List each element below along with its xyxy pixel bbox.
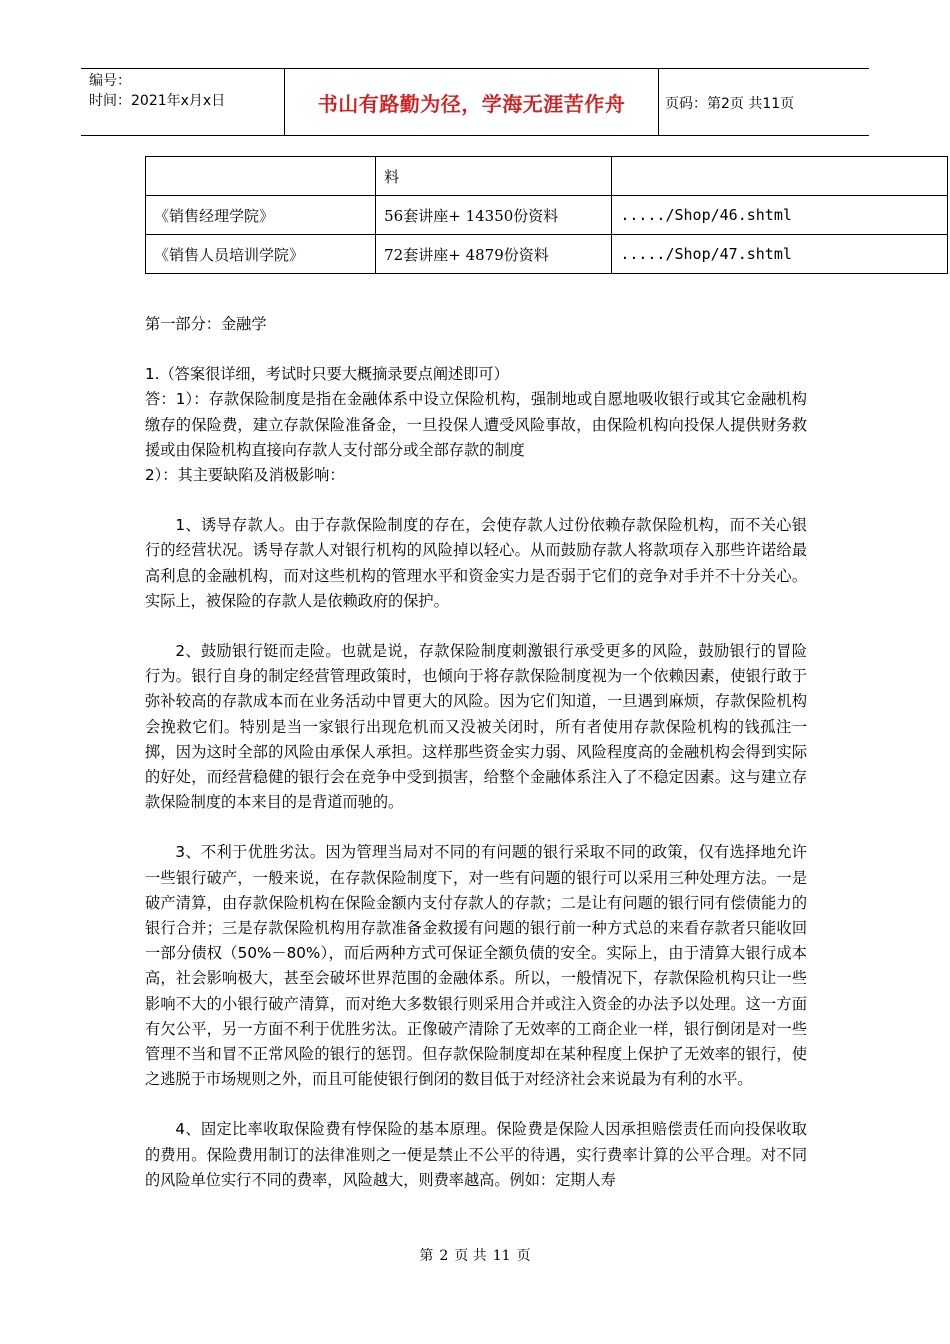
page-header: [81, 68, 869, 136]
table-cell-desc: 72套讲座+ 4879份资料: [376, 235, 612, 274]
question-line: 1.（答案很详细，考试时只要大概摘录要点阐述即可）: [145, 365, 509, 384]
table-row: [146, 235, 948, 274]
part-title: 第一部分：金融学: [145, 315, 267, 333]
header-meta: [89, 71, 225, 111]
answer-paragraph: 答：1）：存款保险制度是指在金融体系中设立保险机构，强制地或自愿地吸收银行或其它金融机构缴存的保险费，建立存款保险准备金，一旦投保人遭受风险事故，由保险机构向投保人提供财务救援或由保险机构直接向存款人支付部分或全部存款的制度: [145, 390, 807, 459]
resource-table: [145, 156, 948, 274]
table-cell-name: [146, 157, 376, 196]
table-row: [146, 157, 948, 196]
number-label: 编号：: [89, 73, 131, 89]
table-cell-link[interactable]: ...../Shop/46.shtml: [612, 196, 948, 235]
footer-middle: 页 共: [454, 1248, 487, 1264]
table-cell-desc: 56套讲座+ 14350份资料: [376, 196, 612, 235]
page-footer: [0, 1245, 950, 1265]
paragraph-2: 2、鼓励银行铤而走险。也就是说，存款保险制度刺激银行承受更多的风险，鼓励银行的冒险行为。银行自身的制定经营管理政策时，也倾向于将存款保险制度视为一个依赖因素，使银行敢于弥补较高的存款成本而在业务活动中冒更大的风险。因为它们知道，一旦遇到麻烦，存款保险机构会挽救它们。特别是当一家银行出现危机而又没被关闭时，所有者使用存款保险机构的钱孤注一掷，因为这时全部的风险由承保人承担。这样那些资金实力弱、风险程度高的金融机构会得到实际的好处，而经营稳健的银行会在竞争中受到损害，给整个金融体系注入了不稳定因素。这与建立存款保险制度的本来目的是背道而驰的。: [145, 642, 807, 812]
table-cell-name: 《销售人员培训学院》: [146, 235, 376, 274]
motto-cell: [284, 69, 659, 135]
table-cell-name: 《销售经理学院》: [146, 196, 376, 235]
page-info: 页码：第2页 共11页: [665, 96, 795, 112]
table-cell-desc: 料: [376, 157, 612, 196]
time-label: 时间：2021年x月x日: [89, 93, 226, 109]
footer-page-number: 2: [439, 1248, 449, 1264]
table-row: [146, 196, 948, 235]
footer-total-pages: 11: [492, 1248, 511, 1264]
paragraph-1: 1、诱导存款人。由于存款保险制度的存在，会使存款人过份依赖存款保险机构，而不关心银行的经营状况。诱导存款人对银行机构的风险掉以轻心。从而鼓励存款人将款项存入那些许诺给最高利息的金融机构，而对这些机构的管理水平和资金实力是否弱于它们的竞争对手并不十分关心。实际上，被保险的存款人是依赖政府的保护。: [145, 516, 807, 610]
footer-suffix: 页: [516, 1248, 531, 1264]
document-body: [145, 312, 807, 1193]
table-cell-link[interactable]: ...../Shop/47.shtml: [612, 235, 948, 274]
footer-prefix: 第: [419, 1248, 434, 1264]
paragraph-4: 4、固定比率收取保险费有悖保险的基本原理。保险费是保险人因承担赔偿责任而向投保收取的费用。保险费用制订的法律准则之一便是禁止不公平的待遇，实行费率计算的公平合理。对不同的风险单位实行不同的费率，风险越大，则费率越高。例如：定期人寿: [145, 1120, 807, 1189]
table-cell-link: [612, 157, 948, 196]
paragraph-3: 3、不利于优胜劣汰。因为管理当局对不同的有问题的银行采取不同的政策，仅有选择地允许一些银行破产，一般来说，在存款保险制度下，对一些有问题的银行可以采用三种处理方法。一是破产清算，由存款保险机构在保险金额内支付存款人的存款；二是让有问题的银行同有偿债能力的银行合并；三是存款保险机构用存款准备金救援有问题的银行前一种方式总的来看存款者只能收回一部分债权（50%－80%），而后两种方式可保证全额负债的安全。实际上，由于清算大银行成本高，社会影响极大，甚至会破坏世界范围的金融体系。所以，一般情况下，存款保险机构只让一些影响不大的小银行破产清算，而对绝大多数银行则采用合并或注入资金的办法予以处理。这一方面有欠公平，另一方面不利于优胜劣汰。正像破产清除了无效率的工商企业一样，银行倒闭是对一些管理不当和冒不正常风险的银行的惩罚。但存款保险制度却在某种程度上保护了无效率的银行，使之逃脱于市场规则之外，而且可能使银行倒闭的数目低于对经济社会来说最为有利的水平。: [145, 843, 807, 1089]
answer-subheading: 2）：其主要缺陷及消极影响：: [145, 466, 345, 485]
motto-text: 书山有路勤为径，学海无涯苦作舟: [317, 91, 626, 116]
